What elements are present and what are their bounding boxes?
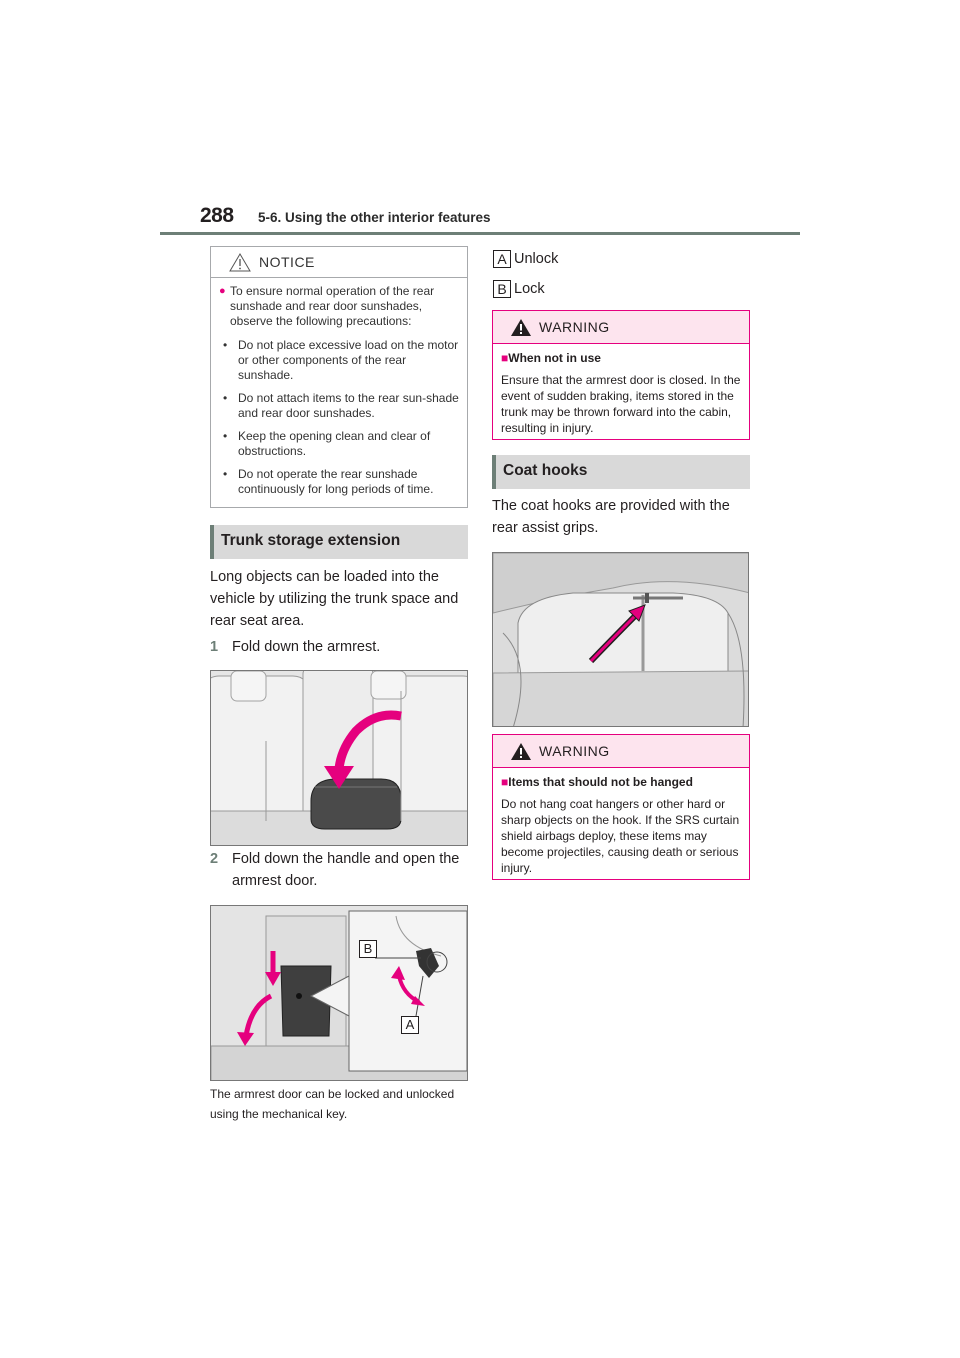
- bullet-icon: ●: [219, 285, 226, 297]
- warning-text: Ensure that the armrest door is closed. In the event of sudden braking, items stored in the trunk may be thrown forward into the cabin, resulting in injury.: [501, 373, 741, 435]
- warning-title: WARNING: [539, 319, 610, 335]
- section-title: 5-6. Using the other interior features: [258, 210, 491, 225]
- notice-box: [210, 246, 468, 508]
- warning-title: WARNING: [539, 743, 610, 759]
- armrest-drawing: [211, 671, 468, 846]
- figure-label-b: B: [359, 940, 377, 958]
- warning-heading: [501, 350, 741, 366]
- notice-item-text: Do not operate the rear sunshade continuously for long periods of time.: [238, 467, 434, 496]
- notice-item: • Do not place excessive load on the motor or other components of the rear sunshade.: [223, 338, 459, 382]
- step-number: 2: [210, 851, 219, 867]
- warning-heading: [501, 774, 741, 790]
- warning-header: [493, 735, 749, 768]
- trunk-heading: [210, 525, 468, 559]
- warning-box-1: [492, 310, 750, 440]
- warning-box-2: [492, 734, 750, 880]
- notice-item-text: Do not attach items to the rear sun-shade and rear door sunshades.: [238, 391, 459, 420]
- square-bullet-icon: ■: [501, 775, 509, 789]
- warning-heading-text: Items that should not be hanged: [508, 775, 693, 789]
- notice-item-text: Do not place excessive load on the motor or other components of the rear sunshade.: [238, 338, 459, 382]
- coat-hooks-heading-text: Coat hooks: [503, 462, 588, 479]
- warning-heading-text: When not in use: [508, 351, 601, 365]
- caution-triangle-icon: [229, 253, 251, 272]
- notice-intro-text: To ensure normal operation of the rear sunshade and rear door sunshades, observe the following precautions:: [230, 284, 435, 328]
- coat-hooks-text: The coat hooks are provided with the rear assist grips.: [492, 498, 730, 536]
- warning-body: [493, 344, 749, 436]
- armrest-door-illustration: [210, 905, 468, 1081]
- legend-text-lock: Lock: [514, 281, 545, 297]
- notice-intro: [219, 284, 459, 329]
- warning-body: [493, 768, 749, 876]
- armrest-door-drawing: [211, 906, 468, 1081]
- notice-item: • Do not operate the rear sunshade continuously for long periods of time.: [223, 467, 434, 496]
- coat-hook-illustration: [492, 552, 749, 727]
- figure-caption: The armrest door can be locked and unlocked using the mechanical key.: [210, 1087, 455, 1121]
- trunk-intro: Long objects can be loaded into the vehicle by utilizing the trunk space and rear seat area.: [210, 569, 459, 629]
- step-text: Fold down the handle and open the armrest door.: [232, 851, 460, 889]
- header-rule: [160, 232, 800, 235]
- notice-body: [211, 278, 467, 497]
- legend-label-a: A: [493, 250, 511, 268]
- warning-triangle-icon: [511, 743, 531, 760]
- step-text: Fold down the armrest.: [232, 639, 381, 655]
- step-number: 1: [210, 639, 219, 655]
- legend-label-b: B: [493, 280, 511, 298]
- notice-header: [211, 247, 467, 278]
- notice-item: • Do not attach items to the rear sun-shade and rear door sunshades.: [223, 391, 459, 420]
- square-bullet-icon: ■: [501, 351, 509, 365]
- notice-item: • Keep the opening clean and clear of obstructions.: [223, 429, 431, 458]
- figure-label-a: A: [401, 1016, 419, 1034]
- coat-hook-drawing: [493, 553, 749, 727]
- legend-text-unlock: Unlock: [514, 251, 559, 267]
- page-number: 288: [200, 204, 234, 227]
- trunk-heading-text: Trunk storage extension: [221, 532, 401, 549]
- step-2: [210, 848, 468, 892]
- step-1: [210, 636, 468, 658]
- armrest-illustration: [210, 670, 468, 846]
- warning-triangle-icon: [511, 319, 531, 336]
- warning-text: Do not hang coat hangers or other hard or sharp objects on the hook. If the SRS curtain shield airbags deploy, these items may become projectiles, causing death or serious injury.: [501, 797, 740, 875]
- notice-title: NOTICE: [259, 254, 315, 270]
- coat-hooks-heading: [492, 455, 750, 489]
- warning-header: [493, 311, 749, 344]
- notice-item-text: Keep the opening clean and clear of obstructions.: [238, 429, 431, 458]
